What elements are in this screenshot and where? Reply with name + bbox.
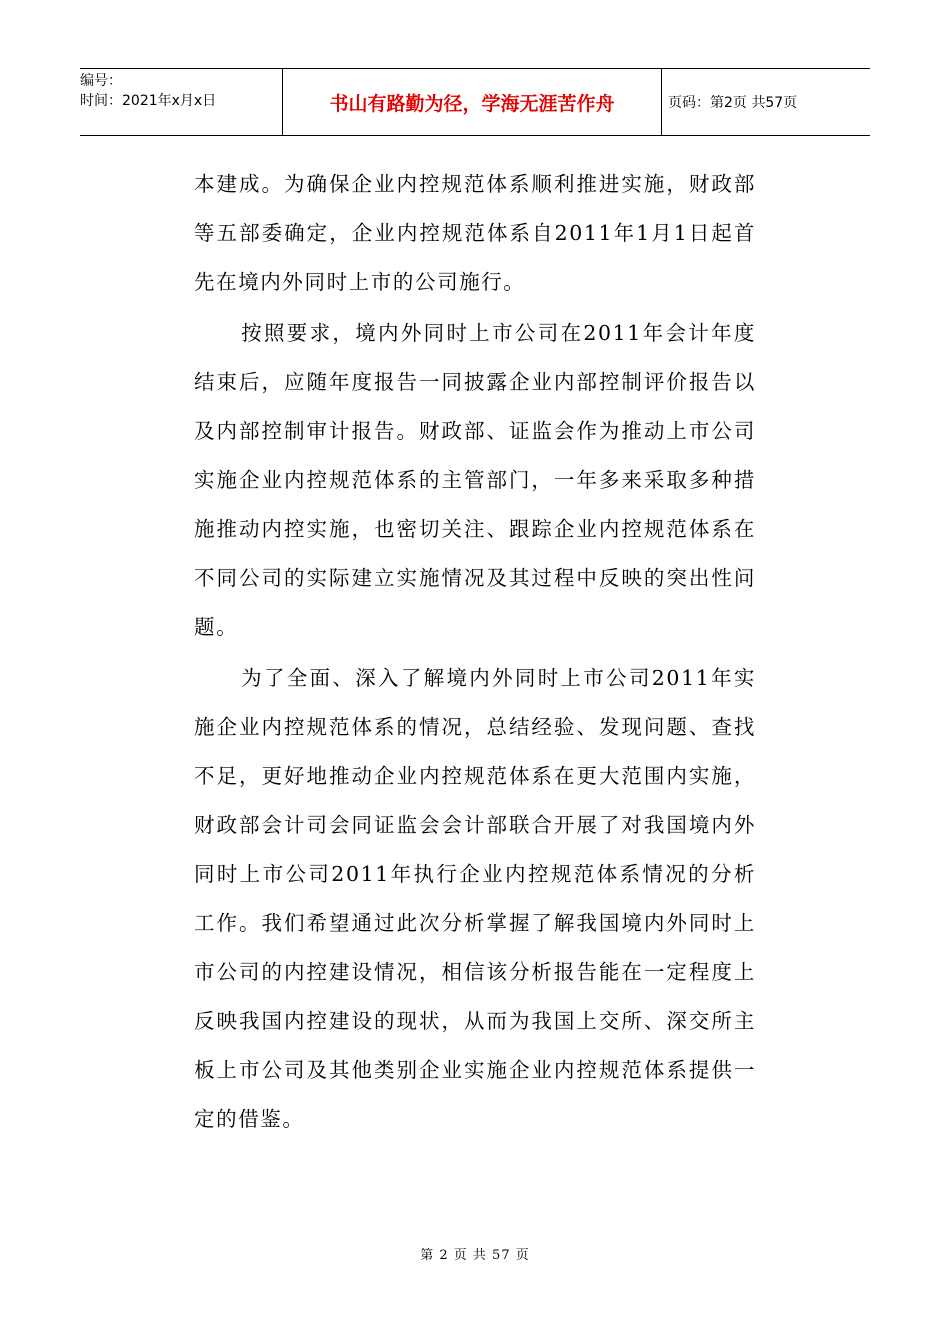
page-header (80, 68, 870, 136)
document-number-label: 编号： (80, 73, 122, 89)
header-info (80, 69, 282, 135)
header-motto: 书山有路勤为径，学海无涯苦作舟 (282, 69, 662, 135)
document-body (194, 160, 756, 1144)
document-time-label: 时间：2021年x月x日 (80, 93, 217, 109)
paragraph: 为了全面、深入了解境内外同时上市公司2011年实施企业内控规范体系的情况，总结经验、发现问题、查找不足，更好地推动企业内控规范体系在更大范围内实施，财政部会计司会同证监会会计部联合开展了对我国境内外同时上市公司2011年执行企业内控规范体系情况的分析工作。我们希望通过此次分析掌握了解我国境内外同时上市公司的内控建设情况，相信该分析报告能在一定程度上反映我国内控建设的现状，从而为我国上交所、深交所主板上市公司及其他类别企业实施企业内控规范体系提供一定的借鉴。 (194, 666, 756, 1131)
paragraph: 按照要求，境内外同时上市公司在2011年会计年度结束后，应随年度报告一同披露企业内部控制评价报告以及内部控制审计报告。财政部、证监会作为推动上市公司实施企业内控规范体系的主管部门，一年多来采取多种措施推动内控实施，也密切关注、跟踪企业内控规范体系在不同公司的实际建立实施情况及其过程中反映的突出性问题。 (194, 321, 756, 639)
paragraph-continuation: 本建成。为确保企业内控规范体系顺利推进实施，财政部等五部委确定，企业内控规范体系自2011年1月1日起首先在境内外同时上市的公司施行。 (194, 172, 756, 294)
page-footer: 第 2 页 共 57 页 (420, 1248, 530, 1263)
header-page-number: 页码：第2页 共57页 (668, 95, 798, 111)
